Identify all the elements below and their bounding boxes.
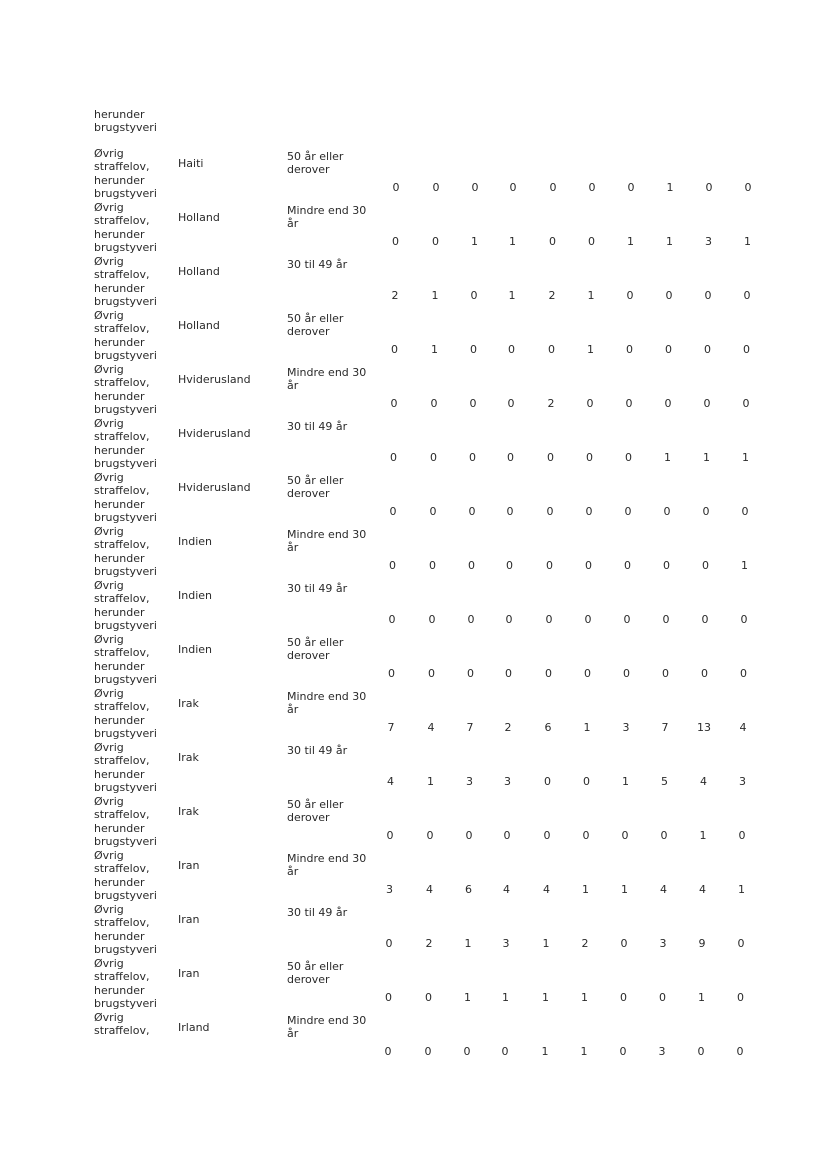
value-cell: 1: [699, 829, 707, 842]
value-cell: 0: [547, 451, 554, 464]
value-cell: 0: [626, 289, 634, 302]
value-cell: 1: [431, 343, 438, 356]
value-cell: 2: [548, 289, 556, 302]
table-row: [0, 957, 828, 1011]
value-cell: 1: [471, 235, 478, 248]
table-row: [0, 633, 828, 687]
value-cell: 1: [509, 235, 516, 248]
country-cell: Irak: [178, 751, 199, 764]
value-cell: 13: [697, 721, 711, 734]
value-cell: 2: [581, 937, 589, 950]
value-cell: 1: [622, 775, 629, 788]
value-cell: 0: [582, 829, 590, 842]
value-cell: 0: [665, 289, 673, 302]
value-cells: [0, 829, 828, 843]
value-cell: 0: [506, 559, 513, 572]
age-group-cell: 50 år eller derover: [287, 150, 344, 177]
value-cell: 1: [666, 235, 673, 248]
value-cell: 0: [430, 397, 438, 410]
value-cells: [0, 1045, 828, 1059]
value-cell: 1: [581, 991, 588, 1004]
value-cell: 0: [701, 613, 709, 626]
value-cell: 0: [743, 343, 750, 356]
value-cell: 0: [429, 505, 437, 518]
value-cell: 0: [509, 181, 517, 194]
value-cell: 4: [700, 775, 707, 788]
value-cell: 0: [588, 235, 595, 248]
value-cell: 0: [620, 937, 628, 950]
value-cell: 1: [431, 289, 439, 302]
value-cell: 1: [741, 559, 748, 572]
value-cell: 3: [466, 775, 473, 788]
value-cell: 0: [701, 667, 708, 680]
age-group-cell: Mindre end 30 år: [287, 204, 367, 231]
value-cell: 0: [388, 667, 395, 680]
value-cell: 0: [389, 559, 396, 572]
table-row: [0, 525, 828, 579]
country-cell: Indien: [178, 589, 212, 602]
value-cell: 0: [470, 343, 477, 356]
value-cell: 0: [742, 397, 750, 410]
country-cell: Irak: [178, 697, 199, 710]
value-cell: 4: [739, 721, 747, 734]
value-cell: 0: [588, 181, 596, 194]
value-cells: [0, 883, 828, 897]
value-cell: 0: [741, 505, 749, 518]
value-cell: 0: [430, 451, 437, 464]
value-cell: 3: [622, 721, 630, 734]
value-cell: 1: [738, 883, 745, 896]
table-row: [0, 579, 828, 633]
value-cell: 4: [426, 883, 433, 896]
country-cell: Irak: [178, 805, 199, 818]
crime-category: Øvrig straffelov, herunder brugstyveri: [94, 795, 157, 848]
value-cell: 0: [583, 775, 590, 788]
crime-category: Øvrig straffelov, herunder brugstyveri: [94, 741, 157, 794]
value-cell: 1: [587, 343, 594, 356]
value-cell: 4: [503, 883, 510, 896]
value-cell: 0: [624, 559, 631, 572]
value-cell: 1: [587, 289, 595, 302]
continued-crime-label: herunder brugstyveri: [94, 108, 157, 135]
value-cell: 1: [583, 721, 591, 734]
value-cell: 0: [702, 559, 709, 572]
value-cell: 0: [663, 505, 671, 518]
crime-category: Øvrig straffelov, herunder brugstyveri: [94, 579, 157, 632]
value-cell: 5: [661, 775, 668, 788]
table-row: [0, 363, 828, 417]
value-cell: 0: [623, 667, 630, 680]
age-group-cell: 50 år eller derover: [287, 798, 344, 825]
value-cell: 7: [661, 721, 669, 734]
value-cell: 0: [505, 613, 513, 626]
value-cells: [0, 451, 828, 465]
value-cell: 0: [468, 559, 475, 572]
value-cell: 1: [698, 991, 705, 1004]
value-cell: 0: [743, 289, 751, 302]
age-group-cell: 30 til 49 år: [287, 744, 348, 757]
value-cell: 0: [546, 505, 554, 518]
value-cell: 1: [508, 289, 516, 302]
table-row: [0, 309, 828, 363]
country-cell: Hviderusland: [178, 427, 251, 440]
age-group-cell: Mindre end 30 år: [287, 852, 367, 879]
age-group-cell: 50 år eller derover: [287, 960, 344, 987]
value-cell: 2: [425, 937, 433, 950]
value-cell: 0: [468, 505, 476, 518]
value-cell: 0: [620, 991, 627, 1004]
crime-category: Øvrig straffelov, herunder brugstyveri: [94, 633, 157, 686]
value-cells: [0, 397, 828, 411]
value-cell: 0: [390, 451, 397, 464]
value-cells: [0, 991, 828, 1005]
value-cell: 3: [659, 937, 667, 950]
value-cell: 0: [388, 613, 396, 626]
table-row: [0, 795, 828, 849]
value-cell: 0: [662, 613, 670, 626]
value-cell: 0: [625, 451, 632, 464]
crime-category: Øvrig straffelov, herunder brugstyveri: [94, 201, 157, 254]
age-group-cell: 30 til 49 år: [287, 258, 348, 271]
table-row: [0, 1011, 828, 1065]
value-cell: 0: [545, 667, 552, 680]
value-cell: 0: [471, 181, 479, 194]
value-cell: 0: [469, 451, 476, 464]
value-cell: 0: [740, 667, 747, 680]
value-cells: [0, 289, 828, 303]
value-cell: 4: [660, 883, 667, 896]
table-row: [0, 471, 828, 525]
crime-category: Øvrig straffelov, herunder brugstyveri: [94, 255, 157, 308]
value-cell: 1: [580, 1045, 588, 1058]
value-cell: 4: [427, 721, 435, 734]
value-cell: 0: [738, 829, 746, 842]
value-cell: 0: [664, 397, 672, 410]
value-cell: 0: [627, 181, 635, 194]
country-cell: Haiti: [178, 157, 204, 170]
value-cell: 2: [504, 721, 512, 734]
table-row: [0, 147, 828, 201]
crime-category: Øvrig straffelov, herunder brugstyveri: [94, 417, 157, 470]
value-cell: 0: [467, 667, 474, 680]
crime-category: Øvrig straffelov, herunder brugstyveri: [94, 525, 157, 578]
value-cell: 0: [585, 505, 593, 518]
value-cell: 1: [427, 775, 434, 788]
value-cell: 1: [542, 937, 550, 950]
value-cell: 0: [704, 289, 712, 302]
crime-category: Øvrig straffelov, herunder brugstyveri: [94, 363, 157, 416]
value-cell: 9: [698, 937, 706, 950]
value-cells: [0, 505, 828, 519]
age-group-cell: 30 til 49 år: [287, 420, 348, 433]
value-cell: 0: [503, 829, 511, 842]
value-cell: 0: [389, 505, 397, 518]
value-cell: 0: [545, 613, 553, 626]
value-cell: 0: [543, 829, 551, 842]
value-cell: 0: [549, 181, 557, 194]
value-cell: 0: [624, 505, 632, 518]
value-cell: 0: [469, 397, 477, 410]
value-cell: 7: [387, 721, 395, 734]
value-cell: 0: [428, 613, 436, 626]
value-cell: 0: [665, 343, 672, 356]
value-cell: 1: [541, 1045, 549, 1058]
age-group-cell: Mindre end 30 år: [287, 528, 367, 555]
value-cell: 0: [625, 397, 633, 410]
value-cell: 0: [663, 559, 670, 572]
table-row: [0, 417, 828, 471]
value-cell: 0: [392, 235, 399, 248]
value-cells: [0, 343, 828, 357]
value-cell: 0: [702, 505, 710, 518]
value-cell: 0: [386, 829, 394, 842]
value-cell: 1: [542, 991, 549, 1004]
crime-category: Øvrig straffelov, herunder brugstyveri: [94, 471, 157, 524]
value-cell: 0: [385, 991, 392, 1004]
value-cell: 1: [664, 451, 671, 464]
value-cell: 0: [584, 613, 592, 626]
value-cell: 2: [547, 397, 555, 410]
age-group-cell: 30 til 49 år: [287, 582, 348, 595]
country-cell: Iran: [178, 913, 200, 926]
value-cell: 4: [387, 775, 394, 788]
age-group-cell: Mindre end 30 år: [287, 690, 367, 717]
value-cell: 0: [385, 937, 393, 950]
value-cell: 0: [432, 235, 439, 248]
value-cell: 1: [621, 883, 628, 896]
value-cell: 0: [703, 397, 711, 410]
country-cell: Holland: [178, 265, 220, 278]
age-group-cell: 50 år eller derover: [287, 474, 344, 501]
value-cell: 0: [501, 1045, 509, 1058]
value-cell: 0: [623, 613, 631, 626]
value-cell: 0: [586, 451, 593, 464]
value-cell: 0: [660, 829, 668, 842]
value-cell: 0: [737, 937, 745, 950]
value-cell: 0: [384, 1045, 392, 1058]
value-cell: 0: [705, 181, 713, 194]
value-cells: [0, 721, 828, 735]
age-group-cell: 50 år eller derover: [287, 636, 344, 663]
value-cell: 0: [549, 235, 556, 248]
crime-category: Øvrig straffelov,: [94, 1011, 150, 1038]
value-cell: 1: [703, 451, 710, 464]
value-cell: 3: [502, 937, 510, 950]
value-cell: 1: [582, 883, 589, 896]
value-cell: 0: [432, 181, 440, 194]
value-cell: 1: [502, 991, 509, 1004]
value-cell: 0: [467, 613, 475, 626]
value-cell: 1: [464, 991, 471, 1004]
crime-category: Øvrig straffelov, herunder brugstyveri: [94, 309, 157, 362]
value-cell: 7: [466, 721, 474, 734]
value-cell: 1: [666, 181, 674, 194]
country-cell: Iran: [178, 859, 200, 872]
value-cells: [0, 613, 828, 627]
table-row: [0, 687, 828, 741]
country-cell: Iran: [178, 967, 200, 980]
crime-category: Øvrig straffelov, herunder brugstyveri: [94, 147, 157, 200]
age-group-cell: Mindre end 30 år: [287, 1014, 367, 1041]
value-cells: [0, 181, 828, 195]
value-cell: 4: [699, 883, 706, 896]
value-cell: 0: [740, 613, 748, 626]
value-cell: 3: [386, 883, 393, 896]
country-cell: Indien: [178, 535, 212, 548]
value-cell: 0: [737, 991, 744, 1004]
value-cell: 0: [621, 829, 629, 842]
value-cell: 0: [390, 397, 398, 410]
value-cell: 3: [658, 1045, 666, 1058]
value-cell: 0: [426, 829, 434, 842]
value-cell: 2: [391, 289, 399, 302]
table-row: [0, 741, 828, 795]
value-cell: 1: [742, 451, 749, 464]
value-cells: [0, 559, 828, 573]
country-cell: Irland: [178, 1021, 210, 1034]
value-cell: 1: [627, 235, 634, 248]
value-cell: 0: [424, 1045, 432, 1058]
value-cells: [0, 937, 828, 951]
value-cell: 0: [505, 667, 512, 680]
crime-category: Øvrig straffelov, herunder brugstyveri: [94, 849, 157, 902]
value-cell: 1: [464, 937, 472, 950]
crime-category: Øvrig straffelov, herunder brugstyveri: [94, 903, 157, 956]
value-cell: 0: [507, 451, 514, 464]
value-cell: 6: [544, 721, 552, 734]
country-cell: Indien: [178, 643, 212, 656]
value-cell: 0: [584, 667, 591, 680]
age-group-cell: 50 år eller derover: [287, 312, 344, 339]
table-row: [0, 255, 828, 309]
value-cell: 0: [429, 559, 436, 572]
value-cell: 0: [659, 991, 666, 1004]
value-cell: 0: [626, 343, 633, 356]
value-cell: 0: [428, 667, 435, 680]
value-cell: 0: [470, 289, 478, 302]
country-cell: Hviderusland: [178, 481, 251, 494]
country-cell: Holland: [178, 211, 220, 224]
value-cell: 0: [548, 343, 555, 356]
value-cell: 0: [619, 1045, 627, 1058]
country-cell: Holland: [178, 319, 220, 332]
value-cell: 3: [705, 235, 712, 248]
value-cell: 4: [543, 883, 550, 896]
age-group-cell: 30 til 49 år: [287, 906, 348, 919]
value-cell: 0: [546, 559, 553, 572]
value-cell: 3: [504, 775, 511, 788]
value-cell: 0: [697, 1045, 705, 1058]
value-cell: 0: [392, 181, 400, 194]
crime-category: Øvrig straffelov, herunder brugstyveri: [94, 687, 157, 740]
value-cell: 0: [463, 1045, 471, 1058]
value-cell: 6: [465, 883, 472, 896]
value-cell: 0: [744, 181, 752, 194]
value-cell: 0: [586, 397, 594, 410]
value-cell: 0: [508, 343, 515, 356]
value-cell: 0: [506, 505, 514, 518]
value-cell: 1: [744, 235, 751, 248]
value-cell: 0: [425, 991, 432, 1004]
age-group-cell: Mindre end 30 år: [287, 366, 367, 393]
value-cell: 3: [739, 775, 746, 788]
value-cell: 0: [585, 559, 592, 572]
table-row: [0, 849, 828, 903]
crime-category: Øvrig straffelov, herunder brugstyveri: [94, 957, 157, 1010]
value-cell: 0: [736, 1045, 744, 1058]
value-cells: [0, 667, 828, 681]
value-cell: 0: [704, 343, 711, 356]
value-cells: [0, 775, 828, 789]
value-cell: 0: [544, 775, 551, 788]
value-cell: 0: [662, 667, 669, 680]
value-cells: [0, 235, 828, 249]
value-cell: 0: [391, 343, 398, 356]
value-cell: 0: [465, 829, 473, 842]
table-row: [0, 201, 828, 255]
table-row: [0, 903, 828, 957]
country-cell: Hviderusland: [178, 373, 251, 386]
value-cell: 0: [507, 397, 515, 410]
